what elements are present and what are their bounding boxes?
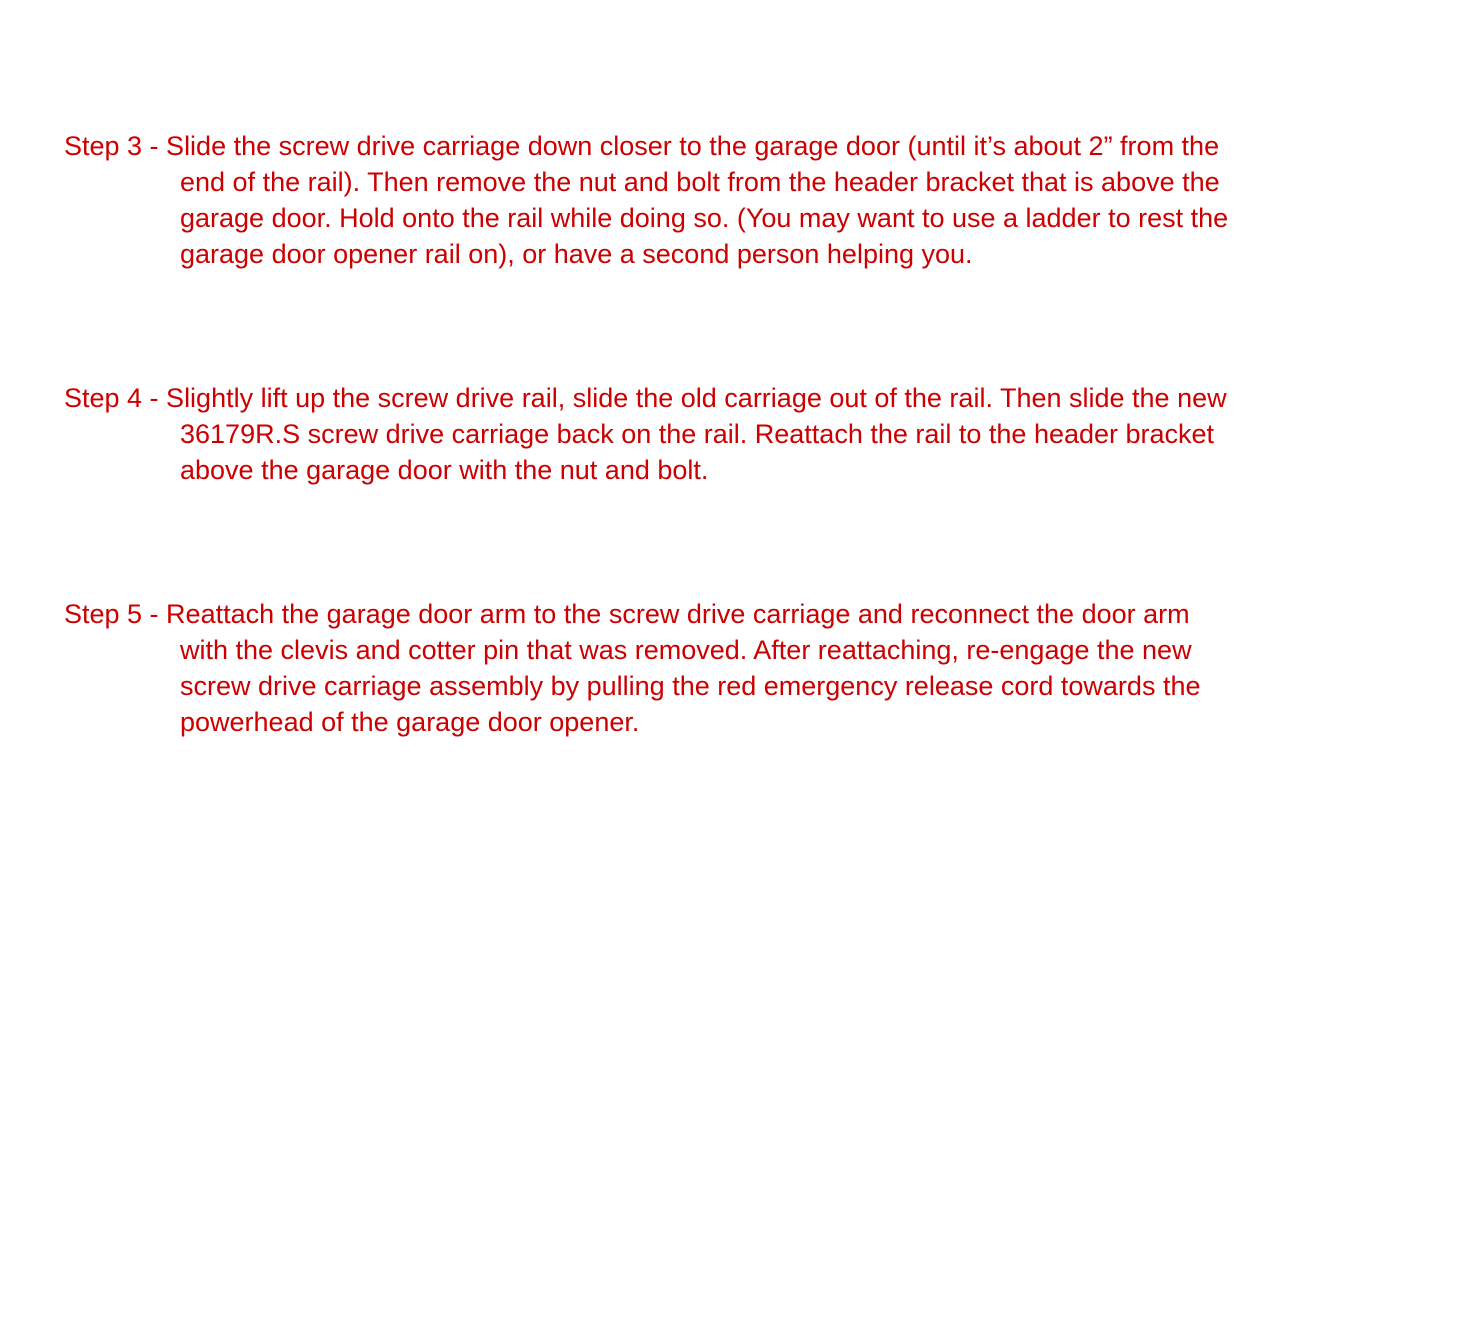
step-4-line-3: above the garage door with the nut and bolt. xyxy=(180,455,709,485)
step-5-line-2: with the clevis and cotter pin that was removed. After reattaching, re-engage the new xyxy=(180,635,1192,665)
step-3-line-1: Step 3 - Slide the screw drive carriage down closer to the garage door (until it’s about 2” from the xyxy=(64,131,1220,161)
step-5-line-1: Step 5 - Reattach the garage door arm to the screw drive carriage and reconnect the door arm xyxy=(64,599,1190,629)
step-4-line-2: 36179R.S screw drive carriage back on the rail. Reattach the rail to the header bracket xyxy=(180,419,1215,449)
step-5-instruction xyxy=(64,596,1394,740)
step-4-instruction xyxy=(64,380,1394,488)
step-3-line-3: garage door. Hold onto the rail while doing so. (You may want to use a ladder to rest the xyxy=(180,203,1229,233)
step-5-line-3: screw drive carriage assembly by pulling the red emergency release cord towards the xyxy=(180,671,1201,701)
step-3-line-4: garage door opener rail on), or have a second person helping you. xyxy=(180,239,973,269)
step-3-instruction xyxy=(64,128,1394,272)
step-5-line-4: powerhead of the garage door opener. xyxy=(180,707,640,737)
step-4-line-1: Step 4 - Slightly lift up the screw drive rail, slide the old carriage out of the rail. Then slide the new xyxy=(64,383,1227,413)
step-3-line-2: end of the rail). Then remove the nut and bolt from the header bracket that is above the xyxy=(180,167,1220,197)
